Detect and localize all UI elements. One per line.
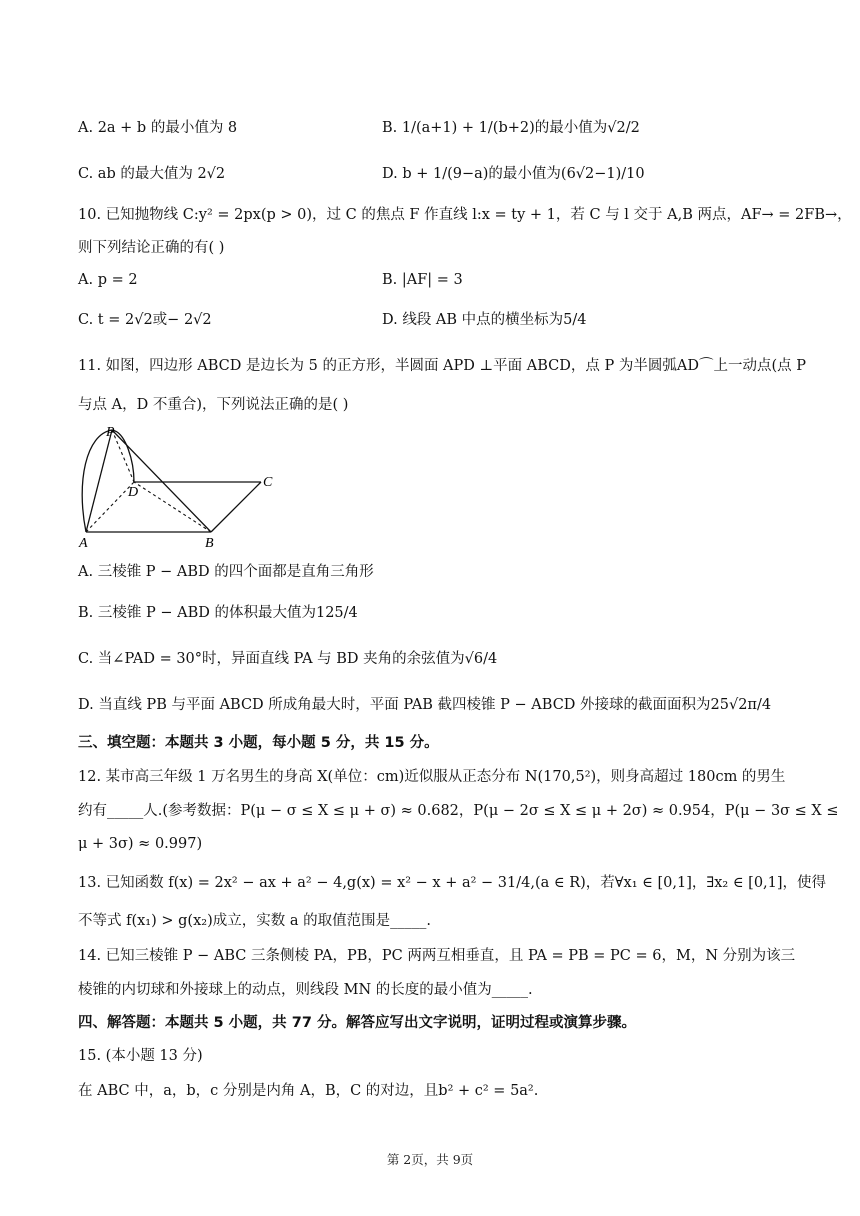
q10-stem-line1: 10. 已知抛物线 C:y² = 2px(p > 0)，过 C 的焦点 F 作直线 l:x = ty + 1，若 C 与 l 交于 A,B 两点，AF→ = 2FB→，	[78, 207, 852, 223]
q11-option-a: A. 三棱锥 P − ABD 的四个面都是直角三角形	[78, 564, 374, 580]
q14-line2: 棱锥的内切球和外接球上的动点，则线段 MN 的长度的最小值为_____.	[78, 982, 533, 998]
q10-option-c: C. t = 2√2或− 2√2	[78, 312, 212, 328]
label-c: C	[263, 475, 273, 490]
q12-line2: 约有_____人.(参考数据：P(μ − σ ≤ X ≤ μ + σ) ≈ 0.682，P(μ − 2σ ≤ X ≤ μ + 2σ) ≈ 0.954，P(μ − 3σ ≤ X ≤	[78, 803, 839, 819]
q12-line1: 12. 某市高三年级 1 万名男生的身高 X(单位：cm)近似服从正态分布 N(170,5²)，则身高超过 180cm 的男生	[78, 769, 786, 785]
q10-option-b: B. |AF| = 3	[382, 272, 463, 288]
q13-line1: 13. 已知函数 f(x) = 2x² − ax + a² − 4,g(x) = x² − x + a² − 31/4,(a ∈ R)，若∀x₁ ∈ [0,1]，∃x₂ ∈ [0,1]，使得	[78, 875, 827, 891]
q13-line2: 不等式 f(x₁) > g(x₂)成立，实数 a 的取值范围是_____.	[78, 913, 431, 929]
label-b: B	[205, 536, 214, 550]
q10-option-a: A. p = 2	[78, 272, 138, 288]
label-a: A	[79, 536, 88, 550]
q14-line1: 14. 已知三棱锥 P − ABC 三条侧棱 PA，PB，PC 两两互相垂直，且 PA = PB = PC = 6，M，N 分别为该三	[78, 948, 796, 964]
q15-line1: 在 ABC 中，a，b，c 分别是内角 A，B，C 的对边，且b² + c² = 5a².	[78, 1083, 539, 1099]
q9-option-a: A. 2a + b 的最小值为 8	[78, 120, 238, 136]
q10-option-d: D. 线段 AB 中点的横坐标为5/4	[382, 312, 587, 328]
q9-option-d: D. b + 1/(9−a)的最小值为(6√2−1)/10	[382, 166, 645, 182]
label-p: P	[106, 425, 115, 440]
q10-stem-line2: 则下列结论正确的有( )	[78, 240, 225, 256]
q12-line3: μ + 3σ) ≈ 0.997)	[78, 836, 203, 852]
label-d: D	[128, 485, 139, 500]
q11-stem-line2: 与点 A，D 不重合)，下列说法正确的是( )	[78, 397, 349, 413]
q15-title: 15. (本小题 13 分)	[78, 1048, 203, 1064]
section-3-heading: 三、填空题：本题共 3 小题，每小题 5 分，共 15 分。	[78, 735, 439, 751]
q11-option-c: C. 当∠PAD = 30°时，异面直线 PA 与 BD 夹角的余弦值为√6/4	[78, 651, 498, 667]
q9-option-c: C. ab 的最大值为 2√2	[78, 166, 226, 182]
q11-option-b: B. 三棱锥 P − ABD 的体积最大值为125/4	[78, 605, 358, 621]
q11-geometry-figure	[76, 422, 286, 550]
q11-stem-line1: 11. 如图，四边形 ABCD 是边长为 5 的正方形，半圆面 APD ⊥平面 ABCD，点 P 为半圆弧AD⌒上一动点(点 P	[78, 358, 806, 374]
q11-option-d: D. 当直线 PB 与平面 ABCD 所成角最大时，平面 PAB 截四棱锥 P − ABCD 外接球的截面面积为25√2π/4	[78, 697, 772, 713]
section-4-heading: 四、解答题：本题共 5 小题，共 77 分。解答应写出文字说明，证明过程或演算步骤。	[78, 1015, 636, 1031]
page-footer: 第 2页，共 9页	[386, 1152, 474, 1167]
q9-option-b: B. 1/(a+1) + 1/(b+2)的最小值为√2/2	[382, 120, 640, 136]
